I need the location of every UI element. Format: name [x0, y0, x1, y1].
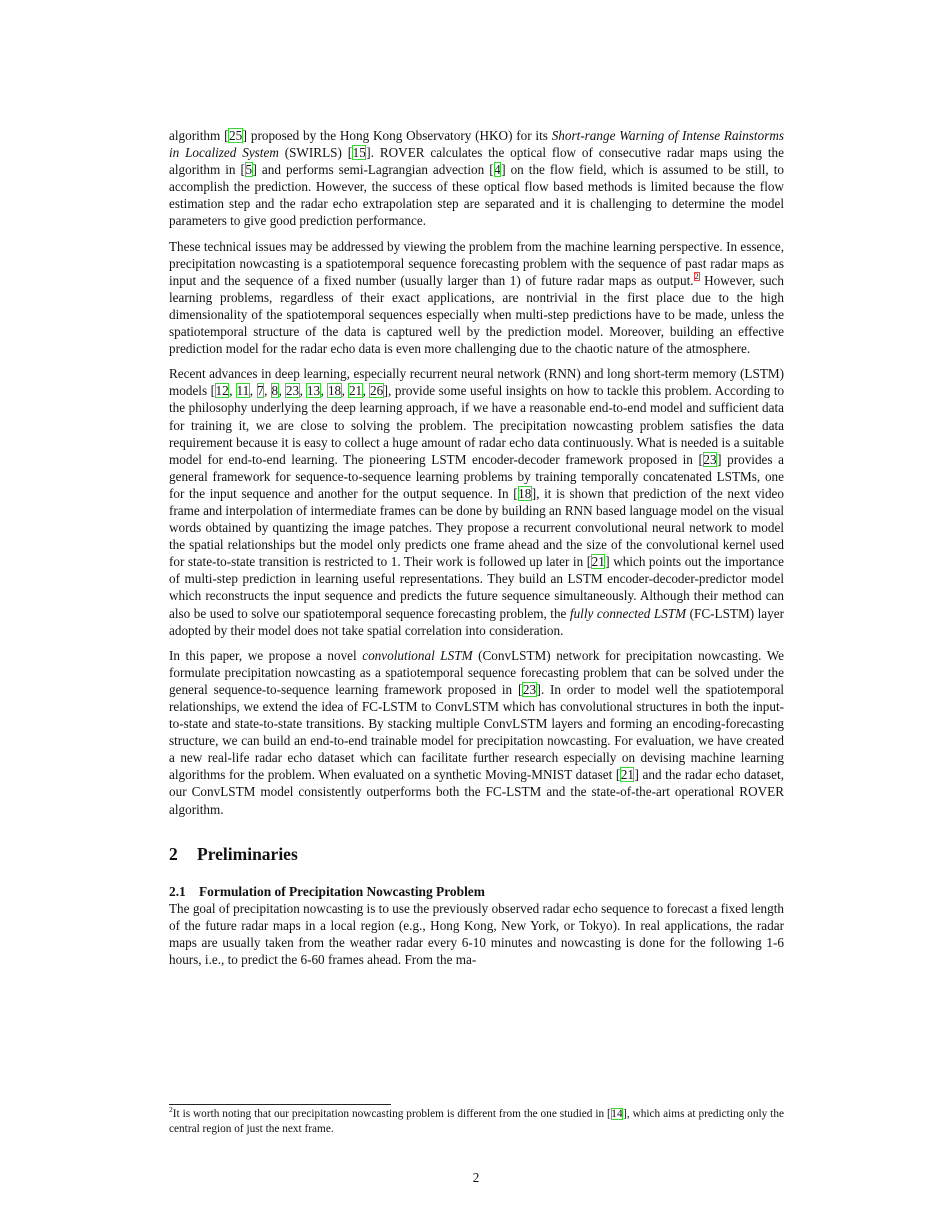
- emphasis-text: Short-range Warning of Intense Rainstorms in Localized System: [169, 128, 784, 161]
- main-column: [169, 127, 784, 976]
- footnote: [169, 1107, 784, 1137]
- paragraph-3: Recent advances in deep learning, especially recurrent neural network (RNN) and long short-term memory (LSTM) models [12, 11, 7, 8, 23, 13, 18, 21, 26], provide some useful insights on how to tackle this problem. According to the philosophy underlying the deep learning approach, if we have a reasonable end-to-end model and sufficient data for training it, we are close to solving the problem. The precipitation nowcasting problem satisfies the data requirement because it is easy to collect a huge amount of radar echo data continuously. What is needed is a suitable model for end-to-end learning. The pioneering LSTM encoder-decoder framework proposed in [23] provides a general framework for sequence-to-sequence learning problems by training temporally concatenated LSTMs, one for the input sequence and another for the output sequence. In [18], it is shown that prediction of the next video frame and interpolation of intermediate frames can be done by building an RNN based language model on the visual words obtained by quantizing the image patches. They propose a recurrent convolutional neural network to model the spatial relationships but the model only predicts one frame ahead and the size of the convolutional kernel used for state-to-state transition is restricted to 1. Their work is followed up later in [21] which points out the importance of multi-step prediction in learning useful representations. They build an LSTM encoder-decoder-predictor model which reconstructs the input sequence and predicts the future sequence simultaneously. Although their method can also be used to solve our spatiotemporal sequence forecasting problem, the fully connected LSTM (FC-LSTM) layer adopted by their model does not take spatial correlation into consideration.: [169, 366, 785, 638]
- subsection-heading: [169, 884, 784, 900]
- citation-link[interactable]: 18: [518, 485, 532, 501]
- citation-link[interactable]: 7: [257, 383, 264, 399]
- citation-link[interactable]: 8: [271, 383, 279, 399]
- citation-link[interactable]: 5: [245, 162, 253, 178]
- footnote-link[interactable]: 2: [694, 272, 699, 282]
- citation-link[interactable]: 23: [522, 681, 537, 697]
- footnote-divider: [169, 1104, 391, 1105]
- section-number: 2: [169, 843, 178, 864]
- citation-link[interactable]: 23: [285, 383, 300, 399]
- subsection-title: Formulation of Precipitation Nowcasting Problem: [199, 883, 485, 899]
- section-heading: [169, 844, 784, 864]
- citation-link[interactable]: 23: [703, 451, 717, 467]
- paragraph-4: In this paper, we propose a novel convolutional LSTM (ConvLSTM) network for precipitation nowcasting. We formulate precipitation nowcasting as a spatiotemporal sequence forecasting problem that can be solved under the general sequence-to-sequence learning framework proposed in [23]. In order to model well the spatiotemporal relationships, we extend the idea of FC-LSTM to ConvLSTM which has convolutional structures in both the input-to-state and state-to-state transitions. By stacking multiple ConvLSTM layers and forming an encoding-forecasting structure, we can build an end-to-end trainable model for precipitation nowcasting. For evaluation, we have created a new real-life radar echo dataset which can facilitate further research especially on devising machine learning algorithms for the problem. When evaluated on a synthetic Moving-MNIST dataset [21] and the radar echo dataset, our ConvLSTM model consistently outperforms both the FC-LSTM and the state-of-the-art operational ROVER algorithm.: [169, 647, 785, 817]
- emphasis-text: fully connected LSTM: [569, 605, 687, 621]
- paragraph-5: The goal of precipitation nowcasting is to use the previously observed radar echo sequence to forecast a fixed length of the future radar maps in a local region (e.g., Hong Kong, New York, or Tokyo). In real applications, the radar maps are usually taken from the weather radar every 6-10 minutes and nowcasting is done for the following 1-6 hours, i.e., to predict the 6-60 frames ahead. From the ma-: [169, 900, 784, 967]
- citation-link[interactable]: 12: [215, 383, 229, 399]
- citation-link[interactable]: 21: [591, 554, 605, 570]
- paragraph-1: algorithm [25] proposed by the Hong Kong Observatory (HKO) for its Short-range Warning of Intense Rainstorms in Localized System (SWIRLS) [15]. ROVER calculates the optical flow of consecutive radar maps using the algorithm in [5] and performs semi-Lagrangian advection [4] on the flow field, which is assumed to be still, to accomplish the prediction. However, the success of these optical flow based methods is limited because the flow estimation step and the radar echo extrapolation step are separated and it is challenging to determine the model parameters to give good prediction performance.: [169, 128, 784, 229]
- section-title: Preliminaries: [197, 843, 298, 864]
- footnote-text: It is worth noting that our precipitation nowcasting problem is different from the one studied in [14], which aims at predicting only the central region of just the next frame.: [169, 1108, 784, 1135]
- citation-link[interactable]: 15: [352, 145, 366, 161]
- paragraph-2: These technical issues may be addressed by viewing the problem from the machine learning perspective. In essence, precipitation nowcasting is a spatiotemporal sequence forecasting problem with the sequence of past radar maps as input and the sequence of a fixed number (usually larger than 1) of future radar maps as output.$^2$ However, such learning problems, regardless of their exact applications, are nontrivial in the first place due to the high dimensionality of the spatiotemporal sequences especially when multi-step predictions have to be made, unless the spatiotemporal structure of the data is captured well by the prediction model. Moreover, building an effective prediction model for the radar echo data is even more challenging due to the chaotic nature of the atmosphere.: [169, 238, 784, 357]
- citation-link[interactable]: 21: [620, 767, 634, 783]
- citation-link[interactable]: 11: [236, 383, 250, 399]
- subsection-number: 2.1: [169, 883, 186, 899]
- citation-link[interactable]: 18: [327, 383, 342, 399]
- citation-link[interactable]: 25: [228, 128, 243, 143]
- citation-link[interactable]: 13: [306, 383, 321, 399]
- citation-link[interactable]: 21: [348, 383, 363, 399]
- page-number: 2: [472, 1170, 480, 1185]
- citation-link[interactable]: 14: [611, 1108, 623, 1120]
- emphasis-text: convolutional LSTM: [362, 647, 473, 663]
- citation-link[interactable]: 26: [369, 383, 384, 399]
- footnote-marker: 2: [169, 1105, 173, 1115]
- citation-link[interactable]: 4: [494, 162, 501, 178]
